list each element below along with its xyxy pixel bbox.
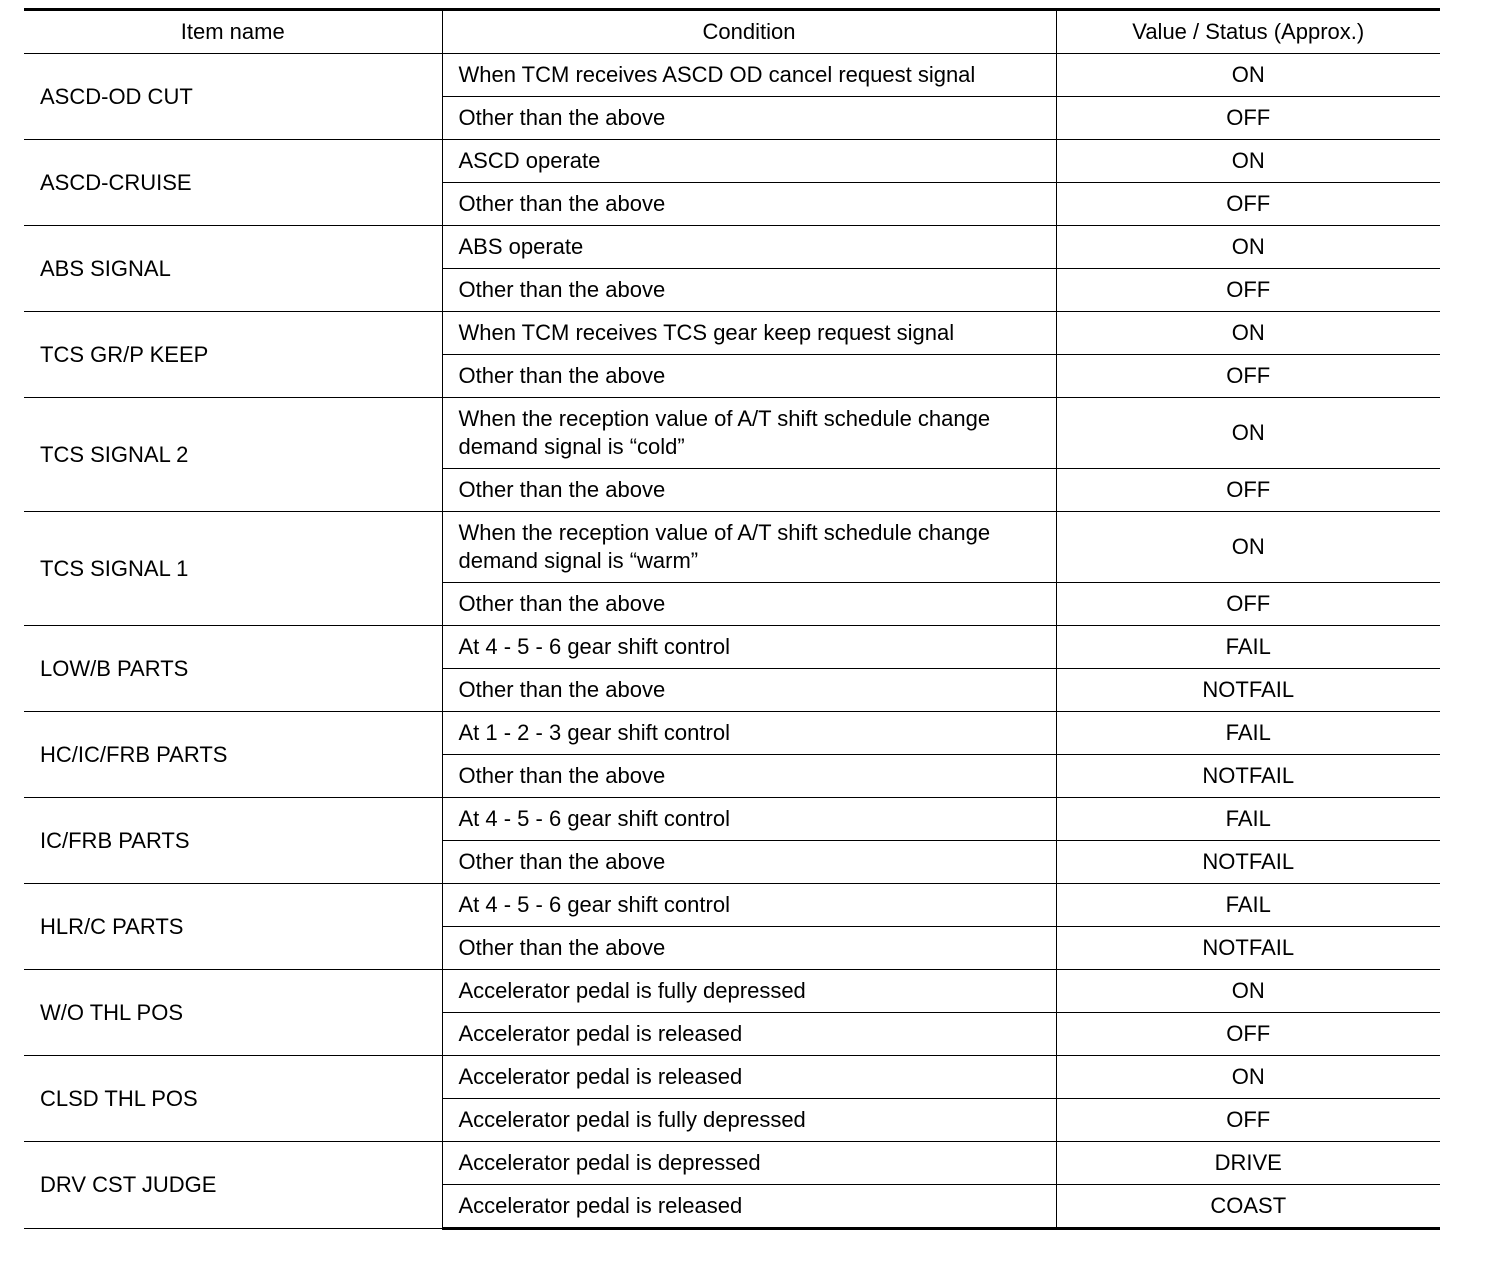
value-cell: ON	[1056, 970, 1440, 1013]
value-cell: OFF	[1056, 269, 1440, 312]
value-cell: OFF	[1056, 469, 1440, 512]
header-row	[24, 10, 1440, 54]
condition-cell: ABS operate	[442, 226, 1056, 269]
condition-cell: When TCM receives ASCD OD cancel request signal	[442, 54, 1056, 97]
condition-cell: Other than the above	[442, 841, 1056, 884]
condition-cell: ASCD operate	[442, 140, 1056, 183]
item-name-cell: HC/IC/FRB PARTS	[24, 712, 442, 798]
value-cell: ON	[1056, 1056, 1440, 1099]
value-cell: ON	[1056, 312, 1440, 355]
value-cell: NOTFAIL	[1056, 841, 1440, 884]
item-condition-value-table	[24, 8, 1440, 1230]
value-cell: OFF	[1056, 1099, 1440, 1142]
value-cell: COAST	[1056, 1185, 1440, 1229]
item-name-cell: ASCD-CRUISE	[24, 140, 442, 226]
value-cell: NOTFAIL	[1056, 755, 1440, 798]
item-name-cell: TCS SIGNAL 1	[24, 512, 442, 626]
value-cell: OFF	[1056, 583, 1440, 626]
value-cell: FAIL	[1056, 798, 1440, 841]
condition-cell: Accelerator pedal is released	[442, 1185, 1056, 1229]
condition-cell: Other than the above	[442, 97, 1056, 140]
condition-cell: Accelerator pedal is fully depressed	[442, 1099, 1056, 1142]
header-value-status: Value / Status (Approx.)	[1056, 10, 1440, 54]
table-row	[24, 226, 1440, 269]
value-cell: ON	[1056, 398, 1440, 469]
condition-cell: At 4 - 5 - 6 gear shift control	[442, 798, 1056, 841]
condition-cell: Other than the above	[442, 583, 1056, 626]
condition-cell: Other than the above	[442, 469, 1056, 512]
item-name-cell: CLSD THL POS	[24, 1056, 442, 1142]
condition-cell: Other than the above	[442, 669, 1056, 712]
condition-cell: Accelerator pedal is released	[442, 1013, 1056, 1056]
table-row	[24, 54, 1440, 97]
table-row	[24, 312, 1440, 355]
table-row	[24, 884, 1440, 927]
condition-cell: Other than the above	[442, 269, 1056, 312]
table-row	[24, 140, 1440, 183]
table-row	[24, 626, 1440, 669]
table-row	[24, 398, 1440, 469]
value-cell: OFF	[1056, 97, 1440, 140]
condition-cell: At 4 - 5 - 6 gear shift control	[442, 626, 1056, 669]
value-cell: NOTFAIL	[1056, 669, 1440, 712]
table-row	[24, 512, 1440, 583]
value-cell: OFF	[1056, 1013, 1440, 1056]
value-cell: NOTFAIL	[1056, 927, 1440, 970]
value-cell: DRIVE	[1056, 1142, 1440, 1185]
value-cell: OFF	[1056, 183, 1440, 226]
condition-cell: Accelerator pedal is released	[442, 1056, 1056, 1099]
item-name-cell: ABS SIGNAL	[24, 226, 442, 312]
condition-cell: Other than the above	[442, 355, 1056, 398]
value-cell: ON	[1056, 512, 1440, 583]
item-name-cell: ASCD-OD CUT	[24, 54, 442, 140]
item-name-cell: W/O THL POS	[24, 970, 442, 1056]
condition-cell: When the reception value of A/T shift schedule change demand signal is “warm”	[442, 512, 1056, 583]
table-row	[24, 1142, 1440, 1185]
condition-cell: When TCM receives TCS gear keep request signal	[442, 312, 1056, 355]
table-row	[24, 1056, 1440, 1099]
item-name-cell: IC/FRB PARTS	[24, 798, 442, 884]
condition-cell: At 1 - 2 - 3 gear shift control	[442, 712, 1056, 755]
condition-cell: Accelerator pedal is fully depressed	[442, 970, 1056, 1013]
value-cell: FAIL	[1056, 712, 1440, 755]
condition-cell: Accelerator pedal is depressed	[442, 1142, 1056, 1185]
table-row	[24, 712, 1440, 755]
value-cell: OFF	[1056, 355, 1440, 398]
item-name-cell: LOW/B PARTS	[24, 626, 442, 712]
header-item-name: Item name	[24, 10, 442, 54]
condition-cell: When the reception value of A/T shift schedule change demand signal is “cold”	[442, 398, 1056, 469]
condition-cell: Other than the above	[442, 183, 1056, 226]
table-row	[24, 970, 1440, 1013]
table-row	[24, 798, 1440, 841]
value-cell: FAIL	[1056, 884, 1440, 927]
value-cell: ON	[1056, 54, 1440, 97]
value-cell: ON	[1056, 140, 1440, 183]
condition-cell: Other than the above	[442, 927, 1056, 970]
item-name-cell: HLR/C PARTS	[24, 884, 442, 970]
item-name-cell: TCS SIGNAL 2	[24, 398, 442, 512]
value-cell: ON	[1056, 226, 1440, 269]
header-condition: Condition	[442, 10, 1056, 54]
condition-cell: Other than the above	[442, 755, 1056, 798]
value-cell: FAIL	[1056, 626, 1440, 669]
item-name-cell: TCS GR/P KEEP	[24, 312, 442, 398]
condition-cell: At 4 - 5 - 6 gear shift control	[442, 884, 1056, 927]
item-name-cell: DRV CST JUDGE	[24, 1142, 442, 1229]
